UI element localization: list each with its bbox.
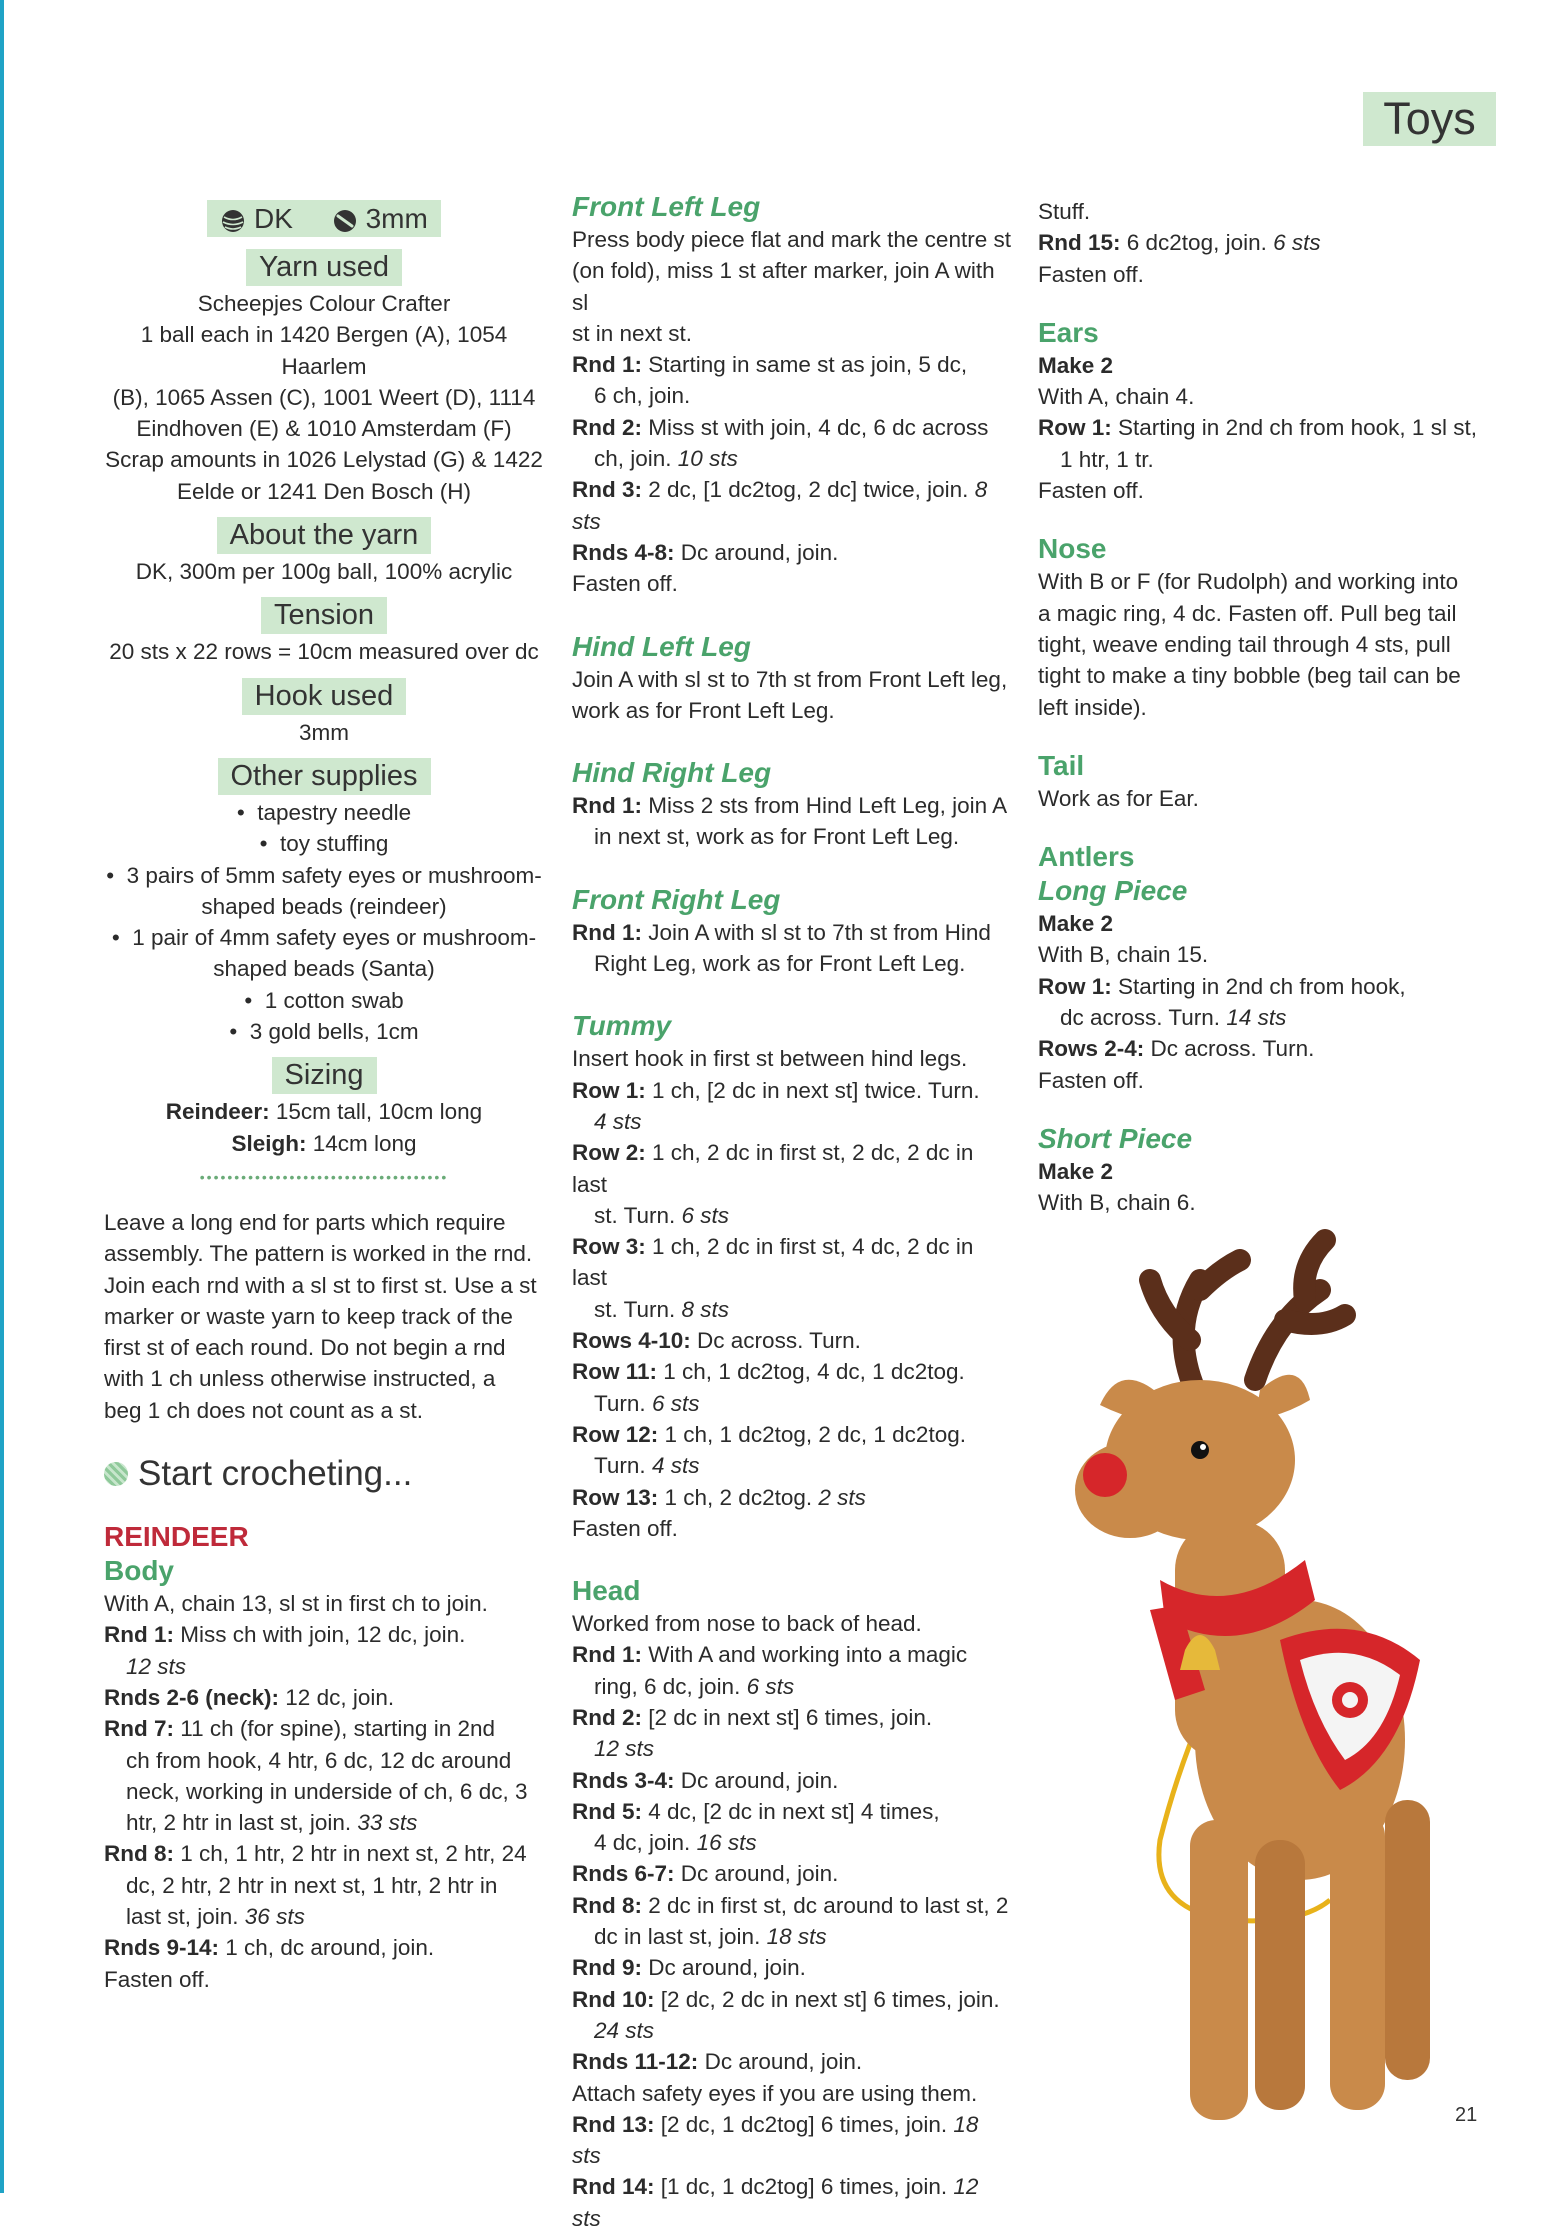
front-right-leg-heading: Front Right Leg	[572, 883, 781, 915]
yarn-line: (B), 1065 Assen (C), 1001 Weert (D), 1114	[112, 384, 536, 410]
supply-item: • 3 gold bells, 1cm	[104, 1016, 544, 1047]
tension-text: 20 sts x 22 rows = 10cm measured over dc	[109, 639, 539, 665]
body-heading: Body	[104, 1555, 174, 1587]
sizing-section	[104, 1047, 544, 1159]
yarn-ball-icon	[104, 1462, 128, 1486]
section-tag: Toys	[1363, 92, 1496, 146]
tail-heading: Tail	[1038, 749, 1085, 781]
yarn-ball-icon	[220, 208, 246, 234]
intro-text: Leave a long end for parts which require assembly. The pattern is worked in the rnd. Join each rnd with a sl st to first st. Use a st marker or waste yarn to keep track of the first st of each round. Do not begin a rnd with 1 ch unless otherwise instructed, a beg 1 ch does not count as a st.	[104, 1209, 537, 1423]
dotted-divider: ••••••••••••••••••••••••••••••••••••	[199, 1168, 449, 1185]
about-yarn-section	[104, 507, 544, 587]
weight-hook-chip	[207, 200, 441, 237]
tummy-heading: Tummy	[572, 1010, 672, 1042]
antlers-heading: Antlers	[1038, 841, 1135, 873]
about-yarn-text: DK, 300m per 100g ball, 100% acrylic	[135, 559, 513, 585]
column-legs-head: Front Left Leg Press body piece flat and mark the centre st (on fold), miss 1 st after marker, join A with sl st in next st. Rnd 1: Starting in same st as join, 5 dc, 6 ch, join. Rnd 2: Miss st with join, 4 dc, 6 dc across ch, join. 10 sts Rnd 3: 2 dc, [1 dc2tog, 2 dc] twice, join. 8 sts Rnds 4-8: Dc around, join. Fasten off. Hind Left Leg Join A with sl st to 7th st from Front Left leg, work as for Front Left Leg. Hind Right Leg Rnd 1: Miss 2 sts from Hind Left Leg, join A in next st, work as for Front Left Leg. Front Right Leg Rnd 1: Join A with sl st to 7th st from Hind Right Leg, work as for Front Left Leg. Tummy Insert hook in first st between hind legs. Row 1: 1 ch, [2 dc in next st] twice. Turn. 4 sts Row 2: 1 ch, 2 dc in first st, 2 dc, 2 dc in last st. Turn. 6 sts Row 3: 1 ch, 2 dc in first st, 4 dc, 2 dc in last st. Turn. 8 sts Rows 4-10: Dc across. Turn. Row 11: 1 ch, 1 dc2tog, 4 dc, 1 dc2tog. Turn. 6 sts Row 12: 1 ch, 1 dc2tog, 2 dc, 1 dc2tog. Turn. 4 sts Row 13: 1 ch, 2 dc2tog. 2 sts Fasten off. Head Worked from nose to back of head. Rnd 1: With A and working into a magic ring, 6 dc, join. 6 sts Rnd 2: [2 dc in next st] 6 times, join. 12 sts Rnds 3-4: Dc around, join. Rnd 5: 4 dc, [2 dc in next st] 4 times, 4 dc, join. 16 sts Rnds 6-7: Dc around, join. Rnd 8: 2 dc in first st, dc around to last st, 2 dc in last st, join. 18 sts Rnd 9: Dc around, join. Rnd 10: [2 dc, 2 dc in next st] 6 times, join. 24 sts Rnds 11-12: Dc around, join. Attach safety eyes if you are using them. Rnd 13: [2 dc, 1 dc2tog] 6 times, join. 18 sts Rnd 14: [1 dc, 1 dc2tog] 6 times, join. 12 sts	[572, 191, 1011, 2231]
supply-item: • toy stuffing	[104, 828, 544, 859]
sizing-reindeer: Reindeer: 15cm tall, 10cm long	[165, 1099, 483, 1125]
page-number: 21	[1455, 2104, 1478, 2126]
yarn-line: Scrap amounts in 1026 Lelystad (G) & 1422	[105, 447, 543, 473]
yarn-used-label: Yarn used	[246, 249, 402, 286]
yarn-used-section	[104, 239, 544, 507]
supply-item: • 1 pair of 4mm safety eyes or mushroom- shaped beads (Santa)	[104, 922, 544, 985]
supply-item: • tapestry needle	[104, 797, 544, 828]
ears-heading: Ears	[1038, 316, 1099, 348]
column-specs: DK 3mm Yarn used Scheepjes Colour Crafter 1 ball each in 1420 Bergen (A), 1054 Haarlem (B), 1065 Assen (C), 1001 Weert (D), 1114 Eindhoven (E) & 1010 Amsterdam (F) Scrap amounts in 1026 Lelystad (G) & 1422 Eelde or 1241 Den Bosch (H) About the yarn DK, 300m per 100g ball, 100% acrylic Tension 20 sts x 22 rows = 10cm measured over dc Hook used 3mm Other supplies • tapestry needle • toy stuffing • 3 pairs of 5mm safety eyes or mushroom- shaped beads (reindeer) • 1 pair of 4mm safety eyes or mushroom- shaped beads (Santa) • 1 cotton swab • 3 gold bells, 1cm Sizing Reindeer: 15cm tall, 10cm long Sleigh: 14cm long •••••••••••••••••••••••••••••••••••• Leave a long end for parts which require assembly. The pattern is worked in the rnd. Join each rnd with a sl st to first st. Use a st marker or waste yarn to keep track of the first st of each round. Do not begin a rnd with 1 ch unless otherwise instructed, a beg 1 ch does not count as a st. Start crocheting... REINDEER Body With A, chain 13, sl st in first ch to join. Rnd 1: Miss ch with join, 12 dc, join. 12 sts Rnds 2-6 (neck): 12 dc, join. Rnd 7: 11 ch (for spine), starting in 2nd ch from hook, 4 htr, 6 dc, 12 dc around neck, working in underside of ch, 6 dc, 3 htr, 2 htr in last st, join. 33 sts Rnd 8: 1 ch, 1 htr, 2 htr in next st, 2 htr, 24 dc, 2 htr, 2 htr in next st, 1 htr, 2 htr in last st, join. 36 sts Rnds 9-14: 1 ch, dc around, join. Fasten off.	[104, 190, 544, 1995]
about-yarn-label: About the yarn	[217, 517, 432, 554]
front-left-leg-heading: Front Left Leg	[572, 191, 761, 222]
start-crocheting-heading: Start crocheting...	[104, 1452, 544, 1496]
specs-header	[104, 190, 544, 239]
hook-icon	[332, 208, 358, 234]
yarn-line: Eelde or 1241 Den Bosch (H)	[177, 478, 471, 504]
head-heading: Head	[572, 1575, 641, 1607]
tension-label: Tension	[261, 597, 387, 634]
reindeer-heading: REINDEER	[104, 1521, 249, 1553]
yarn-line: Eindhoven (E) & 1010 Amsterdam (F)	[136, 416, 512, 442]
short-piece-heading: Short Piece	[1038, 1122, 1193, 1154]
hook-size: 3mm	[365, 203, 428, 234]
hook-used-text: 3mm	[299, 719, 349, 745]
hook-used-section	[104, 668, 544, 748]
crocheted-reindeer-photo	[1000, 1220, 1450, 2150]
other-supplies-label: Other supplies	[218, 758, 431, 795]
yarn-weight: DK	[253, 203, 293, 234]
nose-heading: Nose	[1038, 533, 1107, 565]
yarn-line: Scheepjes Colour Crafter	[197, 291, 451, 316]
yarn-line: 1 ball each in 1420 Bergen (A), 1054 Haarlem	[140, 322, 508, 379]
supply-item: • 1 cotton swab	[104, 985, 544, 1016]
long-piece-heading: Long Piece	[1038, 875, 1188, 907]
hind-right-leg-heading: Hind Right Leg	[572, 757, 772, 789]
hind-left-leg-heading: Hind Left Leg	[572, 630, 751, 662]
other-supplies-section	[104, 748, 544, 1047]
hook-used-label: Hook used	[242, 678, 407, 715]
supply-item: • 3 pairs of 5mm safety eyes or mushroom- shaped beads (reindeer)	[104, 860, 544, 923]
sizing-sleigh: Sleigh: 14cm long	[231, 1130, 417, 1156]
sizing-label: Sizing	[272, 1057, 377, 1094]
page-edge-stripe	[0, 0, 4, 2193]
column-details: Stuff. Rnd 15: 6 dc2tog, join. 6 sts Fasten off. Ears Make 2 With A, chain 4. Row 1: Starting in 2nd ch from hook, 1 sl st, 1 htr, 1 tr. Fasten off. Nose With B or F (for Rudolph) and working into a magic ring, 4 dc. Fasten off. Pull beg tail tight, weave ending tail through 4 sts, pull tight to make a tiny bobble (beg tail can be left inside). Tail Work as for Ear. Antlers Long Piece Make 2 With B, chain 15. Row 1: Starting in 2nd ch from hook, dc across. Turn. 14 sts Rows 2-4: Dc across. Turn. Fasten off. Short Piece Make 2 With B, chain 6.	[1038, 199, 1477, 1216]
supplies-list	[104, 797, 544, 1047]
tension-section	[104, 587, 544, 667]
